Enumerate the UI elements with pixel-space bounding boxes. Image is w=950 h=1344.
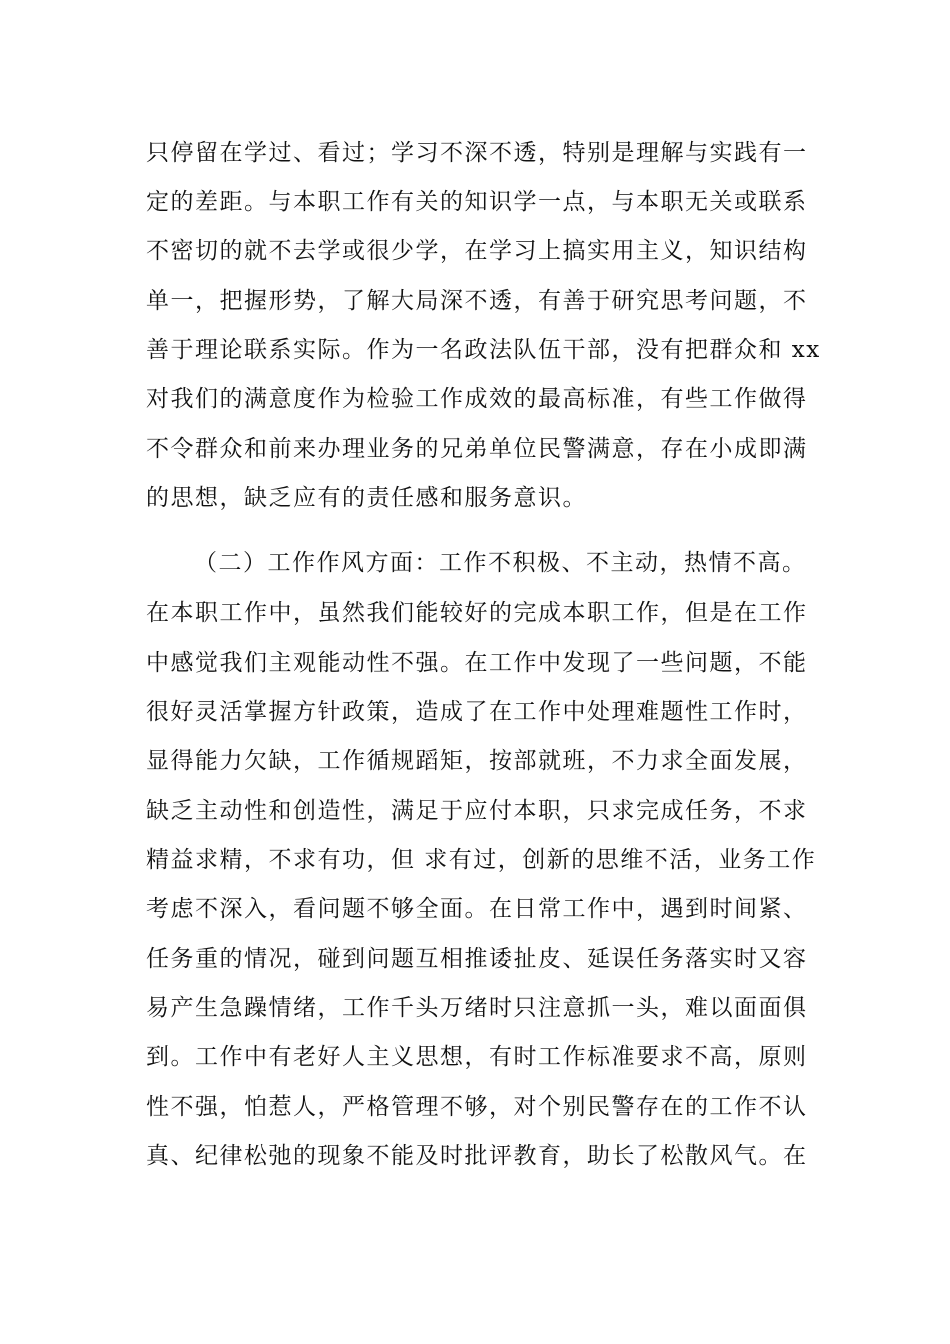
text-line: 显得能力欠缺，工作循规蹈矩，按部就班，不力求全面发展， [146, 748, 808, 774]
text-line: 考虑不深入，看问题不够全面。在日常工作中，遇到时间紧、 [146, 896, 808, 922]
text-line: 任务重的情况，碰到问题互相推诿扯皮、延误任务落实时又容 [146, 946, 808, 972]
section-heading-line: （二）工作作风方面：工作不积极、不主动，热情不高。 [194, 550, 807, 576]
text-line: 精益求精，不求有功，但 求有过，创新的思维不活，业务工作 [146, 847, 817, 873]
text-line: 性不强，怕惹人，严格管理不够，对个别民警存在的工作不认 [146, 1094, 808, 1120]
text-line: 不密切的就不去学或很少学，在学习上搞实用主义，知识结构 [146, 238, 808, 264]
text-line: 在本职工作中，虽然我们能较好的完成本职工作，但是在工作 [146, 600, 808, 626]
text-line: 到。工作中有老好人主义思想，有时工作标准要求不高，原则 [146, 1044, 808, 1070]
text-line: 易产生急躁情绪，工作千头万绪时只注意抓一头，难以面面俱 [146, 995, 808, 1021]
text-line: 中感觉我们主观能动性不强。在工作中发现了一些问题，不能 [146, 650, 808, 676]
text-line: 真、纪律松弛的现象不能及时批评教育，助长了松散风气。在 [146, 1143, 808, 1169]
text-line: 很好灵活掌握方针政策，造成了在工作中处理难题性工作时， [146, 699, 808, 725]
text-line: 不令群众和前来办理业务的兄弟单位民警满意，存在小成即满 [146, 436, 808, 462]
text-line: 的思想，缺乏应有的责任感和服务意识。 [146, 485, 587, 511]
text-line: 只停留在学过、看过；学习不深不透，特别是理解与实践有一 [146, 140, 808, 166]
text-line: 对我们的满意度作为检验工作成效的最高标准，有些工作做得 [146, 386, 808, 412]
text-line: 定的差距。与本职工作有关的知识学一点，与本职无关或联系 [146, 189, 808, 215]
text-line: 善于理论联系实际。作为一名政法队伍干部，没有把群众和 xx [146, 337, 821, 363]
text-line: 单一，把握形势，了解大局深不透，有善于研究思考问题，不 [146, 288, 808, 314]
text-line: 缺乏主动性和创造性，满足于应付本职，只求完成任务，不求 [146, 798, 808, 824]
